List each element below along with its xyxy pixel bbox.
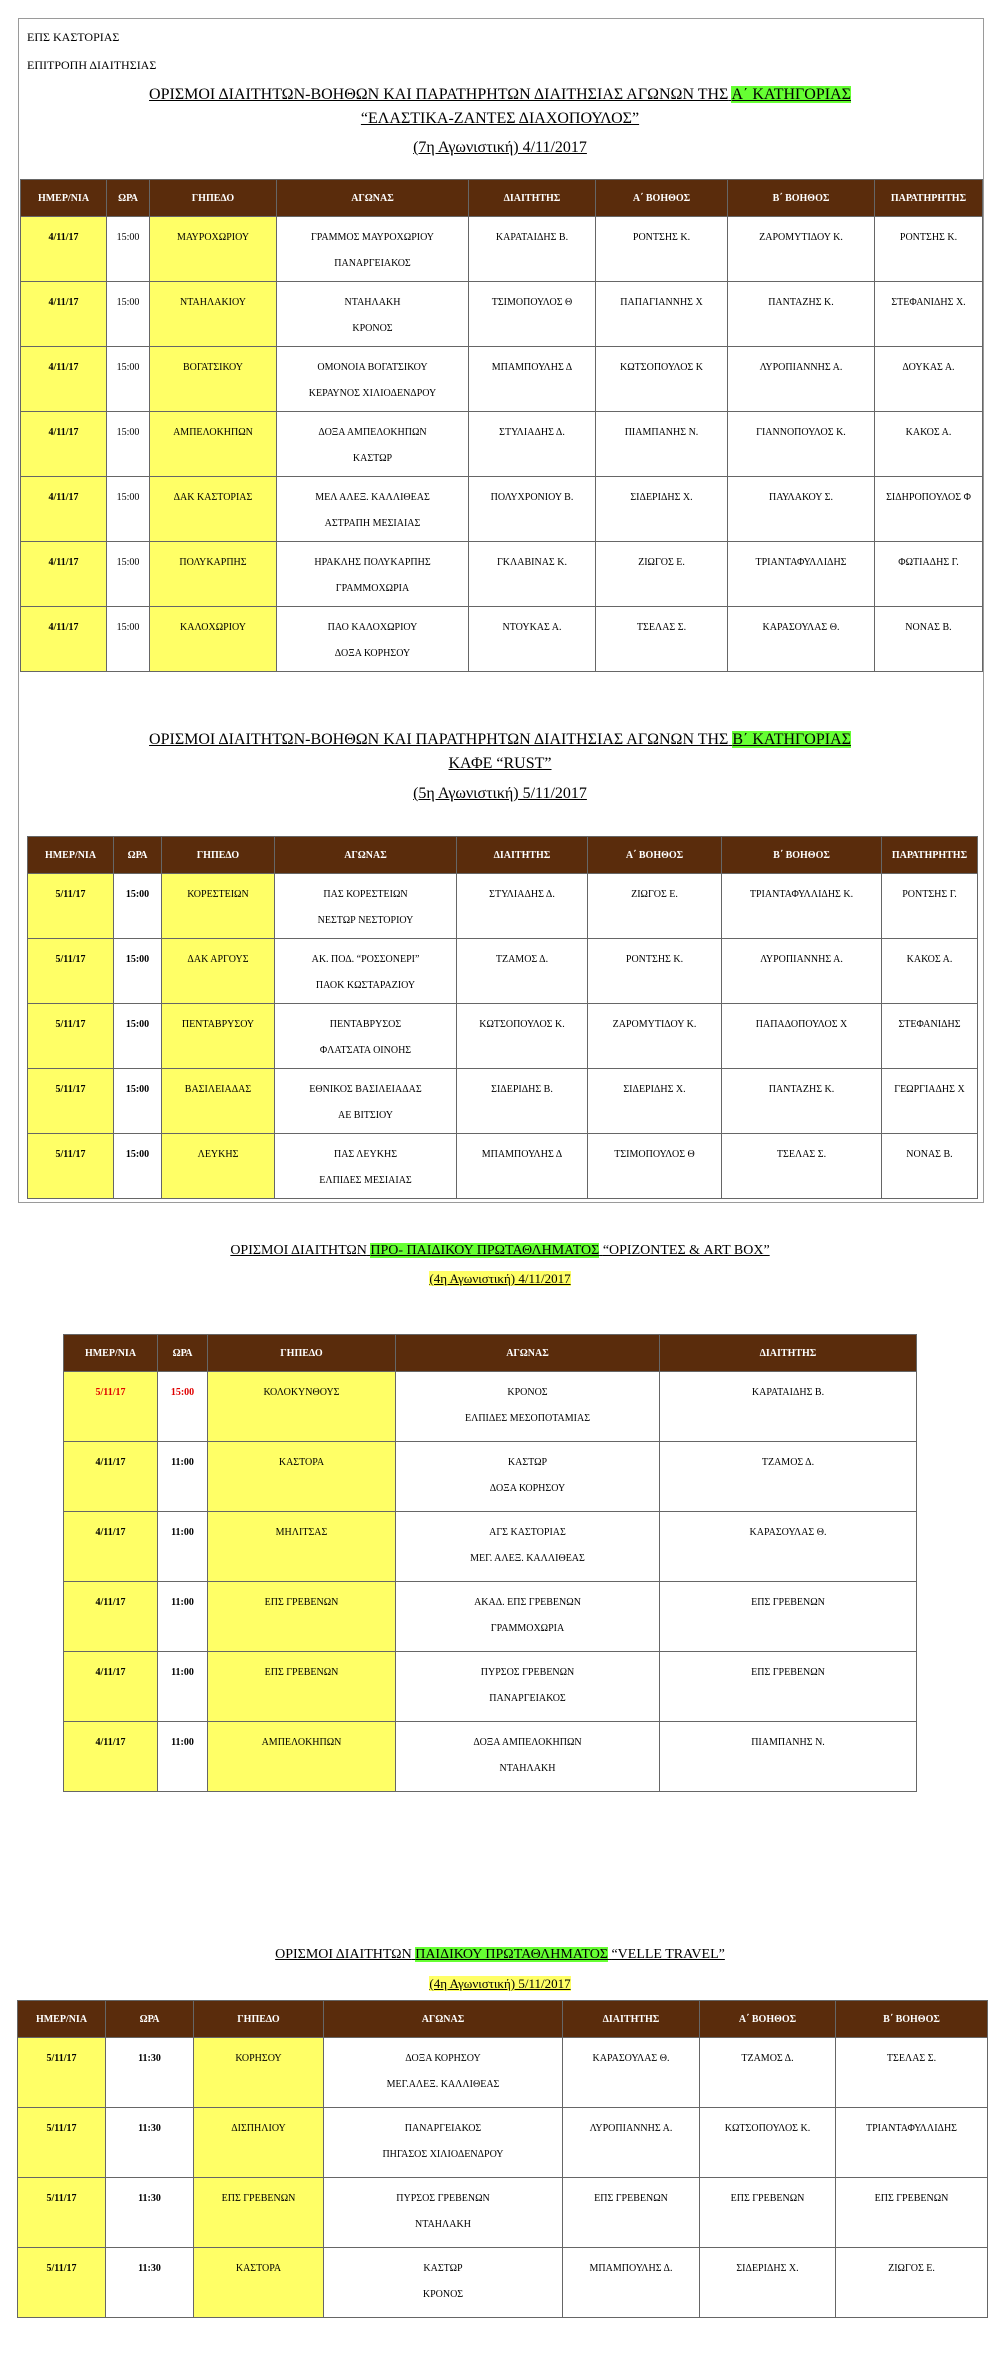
home-team: ΓΡΑΜΜΟΣ ΜΑΥΡΟΧΩΡΙΟΥ <box>310 232 435 243</box>
away-team: ΕΛΠΙΔΕΣ ΜΕΣΟΠΟΤΑΜΙΑΣ <box>464 1413 591 1424</box>
home-team: ΠΥΡΣΟΣ ΓΡΕΒΕΝΩΝ <box>480 1667 575 1678</box>
cell-observer: ΣΤΕΦΑΝΙΔΗΣ <box>882 1004 978 1069</box>
table-row <box>18 2108 988 2178</box>
cell-observer: ΣΤΕΦΑΝΙΔΗΣ Χ. <box>875 282 983 347</box>
away-team: ΚΑΣΤΩΡ <box>352 453 393 464</box>
section-1-category: Α΄ ΚΑΤΗΓΟΡΙΑΣ <box>731 86 851 103</box>
cell-observer: ΡΟΝΤΣΗΣ Γ. <box>882 874 978 939</box>
cell-referee: ΚΑΡΑΤΑΙΔΗΣ Β. <box>469 217 596 282</box>
table-row <box>18 2038 988 2108</box>
cell-match <box>275 1069 457 1134</box>
home-team: ΠΥΡΣΟΣ ΓΡΕΒΕΝΩΝ <box>396 2193 490 2204</box>
cell-time: 15:00 <box>107 217 150 282</box>
cell-observer: ΡΟΝΤΣΗΣ Κ. <box>875 217 983 282</box>
column-header-referee: ΔΙΑΙΤΗΤΗΣ <box>660 1335 917 1372</box>
cell-assistant-2: ΓΙΑΝΝΟΠΟΥΛΟΣ Κ. <box>728 412 875 477</box>
cell-date: 4/11/17 <box>64 1722 158 1792</box>
section-4-table <box>17 2000 988 2318</box>
cell-assistant-1: ΣΙΔΕΡΙΔΗΣ Χ. <box>596 477 728 542</box>
cell-time: 11:30 <box>106 2108 194 2178</box>
section-1-sponsor: “ΕΛΑΣΤΙΚΑ-ΖΑΝΤΕΣ ΔΙΑΧΟΠΟΥΛΟΣ” <box>360 110 640 127</box>
away-team: ΚΡΟΝΟΣ <box>352 323 393 334</box>
home-team: ΜΕΛ ΑΛΕΞ. ΚΑΛΛΙΘΕΑΣ <box>315 492 430 503</box>
cell-assistant-2: ΠΑΠΑΔΟΠΟΥΛΟΣ Χ <box>722 1004 882 1069</box>
cell-time: 11:00 <box>158 1582 208 1652</box>
cell-match <box>324 2108 563 2178</box>
cell-assistant-1: ΖΑΡΟΜΥΤΙΔΟΥ Κ. <box>588 1004 722 1069</box>
org-name: ΕΠΣ ΚΑΣΤΟΡΙΑΣ <box>27 30 120 44</box>
cell-date: 4/11/17 <box>21 347 107 412</box>
cell-match <box>324 2038 563 2108</box>
cell-time: 11:00 <box>158 1652 208 1722</box>
cell-venue: ΚΟΡΗΣΟΥ <box>194 2038 324 2108</box>
cell-time: 15:00 <box>107 347 150 412</box>
section-4-category: ΠΑΙΔΙΚΟΥ ΠΡΩΤΑΘΛΗΜΑΤΟΣ <box>415 1947 608 1962</box>
cell-referee: ΚΑΡΑΣΟΥΛΑΣ Θ. <box>660 1512 917 1582</box>
cell-time: 11:30 <box>106 2178 194 2248</box>
column-header-venue: ΓΗΠΕΔΟ <box>150 180 277 217</box>
cell-assistant-2: ΠΑΝΤΑΖΗΣ Κ. <box>722 1069 882 1134</box>
cell-observer: ΓΕΩΡΓΙΑΔΗΣ Χ <box>882 1069 978 1134</box>
column-header-date: ΗΜΕΡ/ΝΙΑ <box>18 2001 106 2038</box>
cell-venue: ΔΙΣΠΗΛΙΟΥ <box>194 2108 324 2178</box>
home-team: ΟΜΟΝΟΙΑ ΒΟΓΑΤΣΙΚΟΥ <box>317 362 428 373</box>
home-team: ΠΑΣ ΚΟΡΕΣΤΕΙΩΝ <box>323 889 408 900</box>
cell-referee: ΓΚΛΑΒΙΝΑΣ Κ. <box>469 542 596 607</box>
away-team: ΜΕΓ. ΑΛΕΞ. ΚΑΛΛΙΘΕΑΣ <box>470 1553 585 1564</box>
cell-date: 4/11/17 <box>21 217 107 282</box>
column-header-date: ΗΜΕΡ/ΝΙΑ <box>64 1335 158 1372</box>
cell-referee: ΜΠΑΜΠΟΥΛΗΣ Δ <box>469 347 596 412</box>
cell-assistant-1: ΕΠΣ ΓΡΕΒΕΝΩΝ <box>700 2178 836 2248</box>
table-row <box>21 347 983 412</box>
table-row <box>18 2178 988 2248</box>
cell-time: 15:00 <box>114 1004 162 1069</box>
away-team: ΓΡΑΜΜΟΧΩΡΙΑ <box>490 1623 565 1634</box>
cell-date: 5/11/17 <box>28 1004 114 1069</box>
column-header-venue: ΓΗΠΕΔΟ <box>162 837 275 874</box>
cell-referee: ΣΤΥΛΙΑΔΗΣ Δ. <box>469 412 596 477</box>
column-header-venue: ΓΗΠΕΔΟ <box>208 1335 396 1372</box>
table-row <box>64 1372 917 1442</box>
cell-assistant-2: ΖΙΩΓΟΣ Ε. <box>836 2248 988 2318</box>
cell-venue: ΕΠΣ ΓΡΕΒΕΝΩΝ <box>208 1582 396 1652</box>
section-2-sponsor: ΚΑΦΕ “RUST” <box>448 755 552 772</box>
cell-date: 4/11/17 <box>21 607 107 672</box>
home-team: ΚΡΟΝΟΣ <box>507 1387 548 1398</box>
column-header-date: ΗΜΕΡ/ΝΙΑ <box>21 180 107 217</box>
away-team: ΠΑΟΚ ΚΩΣΤΑΡΑΖΙΟΥ <box>315 980 416 991</box>
cell-referee: ΕΠΣ ΓΡΕΒΕΝΩΝ <box>660 1582 917 1652</box>
cell-assistant-2: ΤΡΙΑΝΤΑΦΥΛΛΙΔΗΣ Κ. <box>722 874 882 939</box>
section-1-round: (7η Αγωνιστική) 4/11/2017 <box>413 139 587 156</box>
column-header-referee: ΔΙΑΙΤΗΤΗΣ <box>563 2001 700 2038</box>
section-4-title: ΟΡΙΣΜΟΙ ΔΙΑΙΤΗΤΩΝ ΠΑΙΔΙΚΟΥ ΠΡΩΤΑΘΛΗΜΑΤΟΣ “VELLE TRAVEL” <box>275 1947 725 1962</box>
home-team: ΠΕΝΤΑΒΡΥΣΟΣ <box>329 1019 402 1030</box>
cell-observer: ΣΙΔΗΡΟΠΟΥΛΟΣ Φ <box>875 477 983 542</box>
cell-time: 15:00 <box>158 1372 208 1442</box>
cell-referee: ΣΤΥΛΙΑΔΗΣ Δ. <box>457 874 588 939</box>
cell-venue: ΜΗΛΙΤΣΑΣ <box>208 1512 396 1582</box>
cell-match <box>277 412 469 477</box>
table-row <box>21 412 983 477</box>
away-team: ΝΤΑΗΛΑΚΗ <box>415 2219 471 2230</box>
section-2-category: Β΄ ΚΑΤΗΓΟΡΙΑΣ <box>732 731 851 748</box>
cell-referee: ΕΠΣ ΓΡΕΒΕΝΩΝ <box>660 1652 917 1722</box>
column-header-assistant-1: Α΄ ΒΟΗΘΟΣ <box>700 2001 836 2038</box>
cell-match <box>396 1372 660 1442</box>
cell-date: 4/11/17 <box>64 1652 158 1722</box>
table-row <box>21 607 983 672</box>
away-team: ΓΡΑΜΜΟΧΩΡΙΑ <box>335 583 410 594</box>
cell-match <box>275 1004 457 1069</box>
cell-venue: ΑΜΠΕΛΟΚΗΠΩΝ <box>208 1722 396 1792</box>
cell-venue: ΒΑΣΙΛΕΙΑΔΑΣ <box>162 1069 275 1134</box>
cell-date: 5/11/17 <box>28 1069 114 1134</box>
table-row <box>64 1582 917 1652</box>
home-team: ΠΑΟ ΚΑΛΟΧΩΡΙΟΥ <box>327 622 418 633</box>
table-header-row <box>64 1335 917 1372</box>
cell-referee: ΝΤΟΥΚΑΣ Α. <box>469 607 596 672</box>
cell-assistant-1: ΤΣΙΜΟΠΟΥΛΟΣ Θ <box>588 1134 722 1199</box>
table-header-row <box>18 2001 988 2038</box>
cell-time: 15:00 <box>107 542 150 607</box>
cell-date: 4/11/17 <box>21 477 107 542</box>
cell-assistant-2: ΖΑΡΟΜΥΤΙΔΟΥ Κ. <box>728 217 875 282</box>
cell-referee: ΠΟΛΥΧΡΟΝΙΟΥ Β. <box>469 477 596 542</box>
cell-referee: ΠΙΑΜΠΑΝΗΣ Ν. <box>660 1722 917 1792</box>
column-header-time: ΩΡΑ <box>114 837 162 874</box>
away-team: ΔΟΞΑ ΚΟΡΗΣΟΥ <box>489 1483 566 1494</box>
cell-date: 4/11/17 <box>64 1442 158 1512</box>
section-3-title: ΟΡΙΣΜΟΙ ΔΙΑΙΤΗΤΩΝ ΠΡΟ- ΠΑΙΔΙΚΟΥ ΠΡΩΤΑΘΛΗΜΑΤΟΣ “ΟΡΙΖΟΝΤΕΣ & ART BOX” <box>230 1243 770 1258</box>
away-team: ΑΕ ΒΙΤΣΙΟΥ <box>337 1110 394 1121</box>
away-team: ΜΕΓ.ΑΛΕΞ. ΚΑΛΛΙΘΕΑΣ <box>386 2079 500 2090</box>
cell-assistant-1: ΠΙΑΜΠΑΝΗΣ Ν. <box>596 412 728 477</box>
cell-assistant-2: ΠΑΝΤΑΖΗΣ Κ. <box>728 282 875 347</box>
cell-match <box>277 607 469 672</box>
cell-assistant-1: ΚΩΤΣΟΠΟΥΛΟΣ Κ <box>596 347 728 412</box>
cell-date: 4/11/17 <box>64 1582 158 1652</box>
column-header-match: ΑΓΩΝΑΣ <box>324 2001 563 2038</box>
cell-venue: ΝΤΑΗΛΑΚΙΟΥ <box>150 282 277 347</box>
cell-match <box>275 874 457 939</box>
cell-match <box>275 1134 457 1199</box>
cell-date: 5/11/17 <box>18 2248 106 2318</box>
cell-match <box>277 347 469 412</box>
home-team: ΑΓΣ ΚΑΣΤΟΡΙΑΣ <box>489 1527 566 1538</box>
cell-assistant-1: ΤΖΑΜΟΣ Δ. <box>700 2038 836 2108</box>
cell-referee: ΚΑΡΑΣΟΥΛΑΣ Θ. <box>563 2038 700 2108</box>
cell-venue: ΠΕΝΤΑΒΡΥΣΟΥ <box>162 1004 275 1069</box>
cell-venue: ΚΟΛΟΚΥΝΘΟΥΣ <box>208 1372 396 1442</box>
cell-time: 15:00 <box>114 1069 162 1134</box>
table-header-row <box>28 837 978 874</box>
cell-observer: ΔΟΥΚΑΣ Α. <box>875 347 983 412</box>
cell-match <box>396 1582 660 1652</box>
section-2-table <box>27 836 978 1199</box>
cell-assistant-2: ΤΣΕΛΑΣ Σ. <box>722 1134 882 1199</box>
cell-assistant-1: ΡΟΝΤΣΗΣ Κ. <box>588 939 722 1004</box>
section-2-round: (5η Αγωνιστική) 5/11/2017 <box>413 785 587 802</box>
away-team: ΝΤΑΗΛΑΚΗ <box>499 1763 556 1774</box>
cell-time: 15:00 <box>114 939 162 1004</box>
cell-time: 15:00 <box>107 412 150 477</box>
cell-venue: ΕΠΣ ΓΡΕΒΕΝΩΝ <box>194 2178 324 2248</box>
away-team: ΑΣΤΡΑΠΗ ΜΕΣΙΑΙΑΣ <box>324 518 421 529</box>
table-row <box>28 1134 978 1199</box>
cell-assistant-2: ΛΥΡΟΠΙΑΝΝΗΣ Α. <box>728 347 875 412</box>
cell-match <box>277 217 469 282</box>
cell-match <box>275 939 457 1004</box>
cell-venue: ΔΑΚ ΚΑΣΤΟΡΙΑΣ <box>150 477 277 542</box>
section-1-title: ΟΡΙΣΜΟΙ ΔΙΑΙΤΗΤΩΝ-ΒΟΗΘΩΝ ΚΑΙ ΠΑΡΑΤΗΡΗΤΩΝ ΔΙΑΙΤΗΣΙΑΣ ΑΓΩΝΩΝ ΤΗΣ Α΄ ΚΑΤΗΓΟΡΙΑΣ <box>149 86 851 103</box>
table-row <box>28 1069 978 1134</box>
cell-referee: ΜΠΑΜΠΟΥΛΗΣ Δ <box>457 1134 588 1199</box>
cell-assistant-2: ΚΑΡΑΣΟΥΛΑΣ Θ. <box>728 607 875 672</box>
table-header-row <box>21 180 983 217</box>
cell-time: 15:00 <box>107 477 150 542</box>
home-team: ΠΑΝΑΡΓΕΙΑΚΟΣ <box>404 2123 482 2134</box>
home-team: ΚΑΣΤΩΡ <box>507 1457 548 1468</box>
cell-time: 15:00 <box>107 282 150 347</box>
cell-match <box>277 282 469 347</box>
cell-venue: ΑΜΠΕΛΟΚΗΠΩΝ <box>150 412 277 477</box>
cell-match <box>396 1652 660 1722</box>
cell-date: 5/11/17 <box>64 1372 158 1442</box>
column-header-match: ΑΓΩΝΑΣ <box>277 180 469 217</box>
cell-date: 5/11/17 <box>28 874 114 939</box>
cell-match <box>396 1442 660 1512</box>
cell-referee: ΜΠΑΜΠΟΥΛΗΣ Δ. <box>563 2248 700 2318</box>
away-team: ΔΟΞΑ ΚΟΡΗΣΟΥ <box>334 648 411 659</box>
cell-assistant-1: ΠΑΠΑΓΙΑΝΝΗΣ Χ <box>596 282 728 347</box>
section-2-title: ΟΡΙΣΜΟΙ ΔΙΑΙΤΗΤΩΝ-ΒΟΗΘΩΝ ΚΑΙ ΠΑΡΑΤΗΡΗΤΩΝ ΔΙΑΙΤΗΣΙΑΣ ΑΓΩΝΩΝ ΤΗΣ Β΄ ΚΑΤΗΓΟΡΙΑΣ <box>149 731 851 748</box>
column-header-date: ΗΜΕΡ/ΝΙΑ <box>28 837 114 874</box>
cell-date: 4/11/17 <box>21 282 107 347</box>
cell-referee: ΣΙΔΕΡΙΔΗΣ Β. <box>457 1069 588 1134</box>
cell-assistant-2: ΤΡΙΑΝΤΑΦΥΛΛΙΔΗΣ <box>728 542 875 607</box>
cell-venue: ΚΑΣΤΟΡΑ <box>208 1442 396 1512</box>
table-row <box>64 1512 917 1582</box>
table-row <box>64 1722 917 1792</box>
cell-time: 11:00 <box>158 1442 208 1512</box>
cell-assistant-1: ΚΩΤΣΟΠΟΥΛΟΣ Κ. <box>700 2108 836 2178</box>
away-team: ΚΡΟΝΟΣ <box>422 2289 464 2300</box>
cell-observer: ΚΑΚΟΣ Α. <box>875 412 983 477</box>
cell-assistant-1: ΖΙΩΓΟΣ Ε. <box>588 874 722 939</box>
table-row <box>21 282 983 347</box>
column-header-match: ΑΓΩΝΑΣ <box>396 1335 660 1372</box>
cell-venue: ΒΟΓΑΤΣΙΚΟΥ <box>150 347 277 412</box>
table-row <box>21 542 983 607</box>
cell-match <box>324 2248 563 2318</box>
column-header-assistant-2: Β΄ ΒΟΗΘΟΣ <box>722 837 882 874</box>
cell-venue: ΛΕΥΚΗΣ <box>162 1134 275 1199</box>
away-team: ΦΛΑΤΣΑΤΑ ΟΙΝΟΗΣ <box>319 1045 412 1056</box>
column-header-assistant-2: Β΄ ΒΟΗΘΟΣ <box>728 180 875 217</box>
table-row <box>21 477 983 542</box>
table-row <box>64 1652 917 1722</box>
cell-assistant-1: ΖΙΩΓΟΣ Ε. <box>596 542 728 607</box>
home-team: ΑΚΑΔ. ΕΠΣ ΓΡΕΒΕΝΩΝ <box>474 1597 581 1608</box>
table-row <box>28 874 978 939</box>
cell-referee: ΤΖΑΜΟΣ Δ. <box>660 1442 917 1512</box>
cell-assistant-2: ΤΣΕΛΑΣ Σ. <box>836 2038 988 2108</box>
cell-time: 15:00 <box>114 874 162 939</box>
cell-match <box>324 2178 563 2248</box>
cell-assistant-1: ΣΙΔΕΡΙΔΗΣ Χ. <box>700 2248 836 2318</box>
cell-assistant-2: ΕΠΣ ΓΡΕΒΕΝΩΝ <box>836 2178 988 2248</box>
column-header-time: ΩΡΑ <box>106 2001 194 2038</box>
column-header-referee: ΔΙΑΙΤΗΤΗΣ <box>457 837 588 874</box>
section-4-round: (4η Αγωνιστική) 5/11/2017 <box>429 1976 571 1991</box>
cell-time: 11:00 <box>158 1722 208 1792</box>
column-header-time: ΩΡΑ <box>107 180 150 217</box>
cell-date: 4/11/17 <box>21 412 107 477</box>
cell-observer: ΚΑΚΟΣ Α. <box>882 939 978 1004</box>
cell-venue: ΚΟΡΕΣΤΕΙΩΝ <box>162 874 275 939</box>
cell-venue: ΜΑΥΡΟΧΩΡΙΟΥ <box>150 217 277 282</box>
column-header-assistant-1: Α΄ ΒΟΗΘΟΣ <box>596 180 728 217</box>
home-team: ΚΑΣΤΩΡ <box>423 2263 463 2274</box>
column-header-observer: ΠΑΡΑΤΗΡΗΤΗΣ <box>882 837 978 874</box>
cell-date: 4/11/17 <box>21 542 107 607</box>
table-row <box>18 2248 988 2318</box>
cell-date: 5/11/17 <box>18 2108 106 2178</box>
committee-name: ΕΠΙΤΡΟΠΗ ΔΙΑΙΤΗΣΙΑΣ <box>27 58 157 72</box>
section-3-round: (4η Αγωνιστική) 4/11/2017 <box>429 1271 571 1286</box>
cell-date: 4/11/17 <box>64 1512 158 1582</box>
cell-venue: ΔΑΚ ΑΡΓΟΥΣ <box>162 939 275 1004</box>
section-3-category: ΠΡΟ- ΠΑΙΔΙΚΟΥ ΠΡΩΤΑΘΛΗΜΑΤΟΣ <box>370 1243 600 1258</box>
cell-referee: ΛΥΡΟΠΙΑΝΝΗΣ Α. <box>563 2108 700 2178</box>
cell-match <box>396 1512 660 1582</box>
cell-referee: ΤΖΑΜΟΣ Δ. <box>457 939 588 1004</box>
cell-venue: ΕΠΣ ΓΡΕΒΕΝΩΝ <box>208 1652 396 1722</box>
cell-observer: ΝΟΝΑΣ Β. <box>875 607 983 672</box>
home-team: ΗΡΑΚΛΗΣ ΠΟΛΥΚΑΡΠΗΣ <box>314 557 431 568</box>
cell-observer: ΝΟΝΑΣ Β. <box>882 1134 978 1199</box>
column-header-referee: ΔΙΑΙΤΗΤΗΣ <box>469 180 596 217</box>
cell-referee: ΚΑΡΑΤΑΙΔΗΣ Β. <box>660 1372 917 1442</box>
section-1-table <box>20 179 983 672</box>
home-team: ΠΑΣ ΛΕΥΚΗΣ <box>333 1149 398 1160</box>
cell-assistant-1: ΡΟΝΤΣΗΣ Κ. <box>596 217 728 282</box>
cell-date: 5/11/17 <box>28 1134 114 1199</box>
cell-venue: ΚΑΣΤΟΡΑ <box>194 2248 324 2318</box>
away-team: ΠΑΝΑΡΓΕΙΑΚΟΣ <box>489 1693 566 1704</box>
home-team: ΕΘΝΙΚΟΣ ΒΑΣΙΛΕΙΑΔΑΣ <box>309 1084 422 1095</box>
table-row <box>21 217 983 282</box>
table-row <box>64 1442 917 1512</box>
cell-time: 11:00 <box>158 1512 208 1582</box>
home-team: ΝΤΑΗΛΑΚΗ <box>344 297 401 308</box>
cell-date: 5/11/17 <box>18 2038 106 2108</box>
cell-time: 15:00 <box>114 1134 162 1199</box>
cell-match <box>277 542 469 607</box>
cell-date: 5/11/17 <box>18 2178 106 2248</box>
cell-assistant-2: ΛΥΡΟΠΙΑΝΝΗΣ Α. <box>722 939 882 1004</box>
section-3-table <box>63 1334 917 1792</box>
home-team: ΔΟΞΑ ΑΜΠΕΛΟΚΗΠΩΝ <box>318 427 427 438</box>
cell-time: 11:30 <box>106 2248 194 2318</box>
cell-time: 15:00 <box>107 607 150 672</box>
away-team: ΝΕΣΤΩΡ ΝΕΣΤΟΡΙΟΥ <box>317 915 414 926</box>
cell-referee: ΤΣΙΜΟΠΟΥΛΟΣ Θ <box>469 282 596 347</box>
home-team: ΔΟΞΑ ΑΜΠΕΛΟΚΗΠΩΝ <box>473 1737 582 1748</box>
cell-match <box>396 1722 660 1792</box>
away-team: ΠΗΓΑΣΟΣ ΧΙΛΙΟΔΕΝΔΡΟΥ <box>382 2149 504 2160</box>
cell-venue: ΠΟΛΥΚΑΡΠΗΣ <box>150 542 277 607</box>
cell-referee: ΕΠΣ ΓΡΕΒΕΝΩΝ <box>563 2178 700 2248</box>
home-team: ΑΚ. ΠΟΔ. “ΡΟΣΣΟΝΕΡΙ” <box>311 954 420 965</box>
home-team: ΔΟΞΑ ΚΟΡΗΣΟΥ <box>405 2053 481 2064</box>
table-row <box>28 1004 978 1069</box>
column-header-assistant-2: Β΄ ΒΟΗΘΟΣ <box>836 2001 988 2038</box>
away-team: ΠΑΝΑΡΓΕΙΑΚΟΣ <box>334 258 411 269</box>
cell-venue: ΚΑΛΟΧΩΡΙΟΥ <box>150 607 277 672</box>
cell-observer: ΦΩΤΙΑΔΗΣ Γ. <box>875 542 983 607</box>
away-team: ΕΛΠΙΔΕΣ ΜΕΣΙΑΙΑΣ <box>319 1175 412 1186</box>
column-header-match: ΑΓΩΝΑΣ <box>275 837 457 874</box>
column-header-venue: ΓΗΠΕΔΟ <box>194 2001 324 2038</box>
cell-assistant-1: ΤΣΕΛΑΣ Σ. <box>596 607 728 672</box>
cell-match <box>277 477 469 542</box>
cell-time: 11:30 <box>106 2038 194 2108</box>
away-team: ΚΕΡΑΥΝΟΣ ΧΙΛΙΟΔΕΝΔΡΟΥ <box>308 388 437 399</box>
cell-assistant-2: ΤΡΙΑΝΤΑΦΥΛΛΙΔΗΣ <box>836 2108 988 2178</box>
cell-referee: ΚΩΤΣΟΠΟΥΛΟΣ Κ. <box>457 1004 588 1069</box>
column-header-time: ΩΡΑ <box>158 1335 208 1372</box>
column-header-observer: ΠΑΡΑΤΗΡΗΤΗΣ <box>875 180 983 217</box>
cell-assistant-1: ΣΙΔΕΡΙΔΗΣ Χ. <box>588 1069 722 1134</box>
cell-assistant-2: ΠΑΥΛΑΚΟΥ Σ. <box>728 477 875 542</box>
table-row <box>28 939 978 1004</box>
cell-date: 5/11/17 <box>28 939 114 1004</box>
column-header-assistant-1: Α΄ ΒΟΗΘΟΣ <box>588 837 722 874</box>
